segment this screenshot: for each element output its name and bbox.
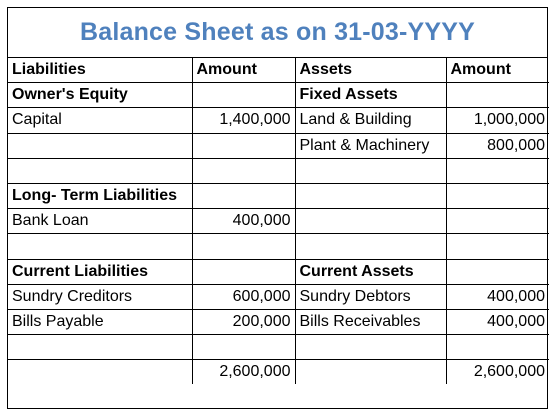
asset-label xyxy=(295,183,446,208)
asset-label: Plant & Machinery xyxy=(295,133,446,158)
asset-amount xyxy=(446,83,549,108)
asset-amount: 400,000 xyxy=(446,284,549,309)
asset-label xyxy=(295,158,446,183)
asset-label: Sundry Debtors xyxy=(295,284,446,309)
asset-amount xyxy=(446,209,549,234)
asset-label: Current Assets xyxy=(295,259,446,284)
liability-amount: 2,600,000 xyxy=(192,360,295,385)
asset-label xyxy=(295,209,446,234)
liabilities-header: Liabilities xyxy=(8,58,192,83)
liability-amount xyxy=(192,133,295,158)
liability-label: Bank Loan xyxy=(8,209,192,234)
table-row xyxy=(8,108,549,133)
asset-amount: 2,600,000 xyxy=(446,360,549,385)
table-row xyxy=(8,158,549,183)
liability-label: Capital xyxy=(8,108,192,133)
liability-label xyxy=(8,335,192,360)
liability-amount: 400,000 xyxy=(192,209,295,234)
table-row xyxy=(8,309,549,334)
liability-amount xyxy=(192,158,295,183)
asset-label xyxy=(295,335,446,360)
liability-amount xyxy=(192,83,295,108)
liability-label: Owner's Equity xyxy=(8,83,192,108)
table-row xyxy=(8,209,549,234)
table-row xyxy=(8,284,549,309)
liability-label: Long- Term Liabilities xyxy=(8,183,192,208)
table-row xyxy=(8,183,549,208)
liability-amount xyxy=(192,259,295,284)
balance-table xyxy=(8,58,549,384)
asset-label: Bills Receivables xyxy=(295,309,446,334)
header-row xyxy=(8,58,549,83)
balance-sheet xyxy=(7,7,548,409)
asset-label xyxy=(295,234,446,259)
asset-amount xyxy=(446,335,549,360)
asset-amount xyxy=(446,234,549,259)
asset-amount xyxy=(446,183,549,208)
table-row xyxy=(8,83,549,108)
amount-right-header: Amount xyxy=(446,58,549,83)
liability-label: Current Liabilities xyxy=(8,259,192,284)
asset-label xyxy=(295,360,446,385)
sheet-title: Balance Sheet as on 31-03-YYYY xyxy=(8,8,547,58)
liability-amount: 200,000 xyxy=(192,309,295,334)
liability-label xyxy=(8,234,192,259)
asset-label: Fixed Assets xyxy=(295,83,446,108)
liability-amount xyxy=(192,335,295,360)
table-row xyxy=(8,360,549,385)
liability-label xyxy=(8,158,192,183)
asset-label: Land & Building xyxy=(295,108,446,133)
liability-label: Bills Payable xyxy=(8,309,192,334)
asset-amount: 800,000 xyxy=(446,133,549,158)
liability-label: Sundry Creditors xyxy=(8,284,192,309)
table-row xyxy=(8,335,549,360)
liability-label xyxy=(8,133,192,158)
asset-amount xyxy=(446,158,549,183)
asset-amount xyxy=(446,259,549,284)
table-row xyxy=(8,133,549,158)
liability-amount: 600,000 xyxy=(192,284,295,309)
table-row xyxy=(8,259,549,284)
liability-amount xyxy=(192,183,295,208)
asset-amount: 400,000 xyxy=(446,309,549,334)
liability-amount: 1,400,000 xyxy=(192,108,295,133)
amount-left-header: Amount xyxy=(192,58,295,83)
asset-amount: 1,000,000 xyxy=(446,108,549,133)
assets-header: Assets xyxy=(295,58,446,83)
table-row xyxy=(8,234,549,259)
liability-label xyxy=(8,360,192,385)
liability-amount xyxy=(192,234,295,259)
